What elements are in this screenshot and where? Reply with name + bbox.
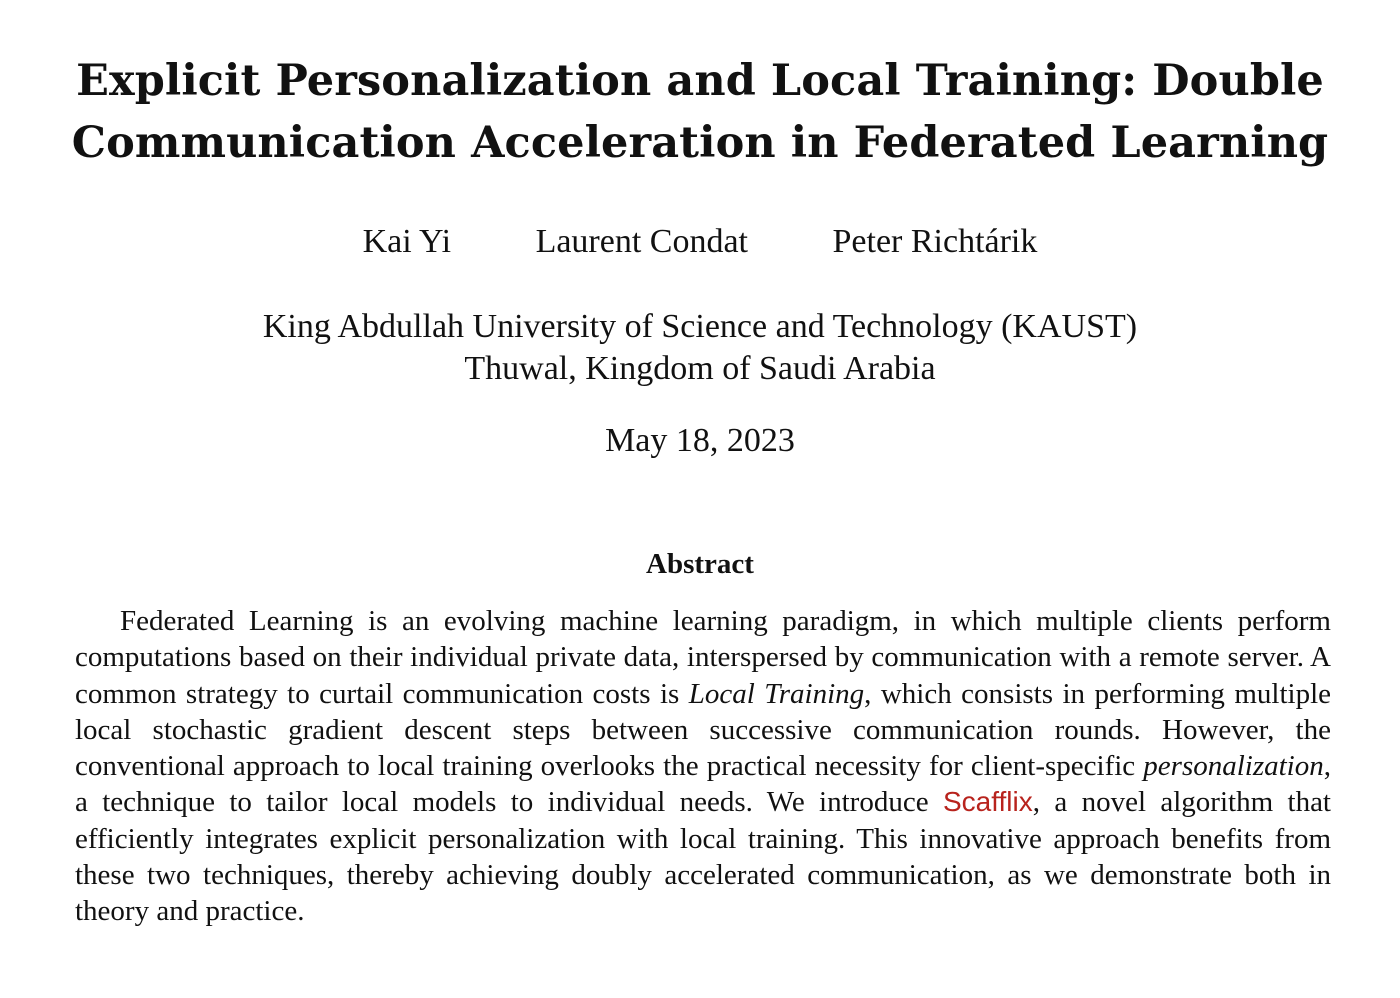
affiliation-line-1: King Abdullah University of Science and Technology (KAUST) <box>262 308 1138 345</box>
abstract-text: Federated Learning is an evolving machine learning paradigm, in which multiple clients perform computations based on their individual private data, interspersed by communication with a remote server. A common strategy to curtail communication costs is <box>75 605 1331 710</box>
author-name: Laurent Condat <box>535 223 748 260</box>
abstract-text: , which consists in performing multiple local stochastic gradient descent steps between successive communication rounds. However, the conventional approach to local training overlooks the practical necessity for client-specific <box>75 677 1331 783</box>
author-name: Kai Yi <box>362 223 452 260</box>
author-list <box>0 222 1400 262</box>
algorithm-name-link[interactable]: Scafflix <box>942 786 1033 818</box>
abstract-body <box>75 603 1331 930</box>
emphasis-local-training: Local Training <box>688 677 865 710</box>
title-line-2: Communication Acceleration in Federated Learning <box>71 118 1329 168</box>
abstract-text: , a novel algorithm that efficiently integrates explicit personalization with local training. This innovative approach benefits from these two techniques, thereby achieving doubly accelerated communication, as we demonstrate both in theory and practice. <box>75 786 1331 928</box>
title-line-1: Explicit Personalization and Local Training: Double <box>76 56 1324 106</box>
publication-date: May 18, 2023 <box>605 422 795 459</box>
paper-title <box>40 50 1360 174</box>
abstract-heading: Abstract <box>646 548 754 580</box>
affiliation-line-2: Thuwal, Kingdom of Saudi Arabia <box>464 350 936 387</box>
abstract-text: , a technique to tailor local models to individual needs. We introduce <box>75 750 1331 819</box>
author-name: Peter Richtárik <box>832 223 1038 260</box>
emphasis-personalization: personalization <box>1143 750 1324 783</box>
affiliation <box>0 306 1400 390</box>
